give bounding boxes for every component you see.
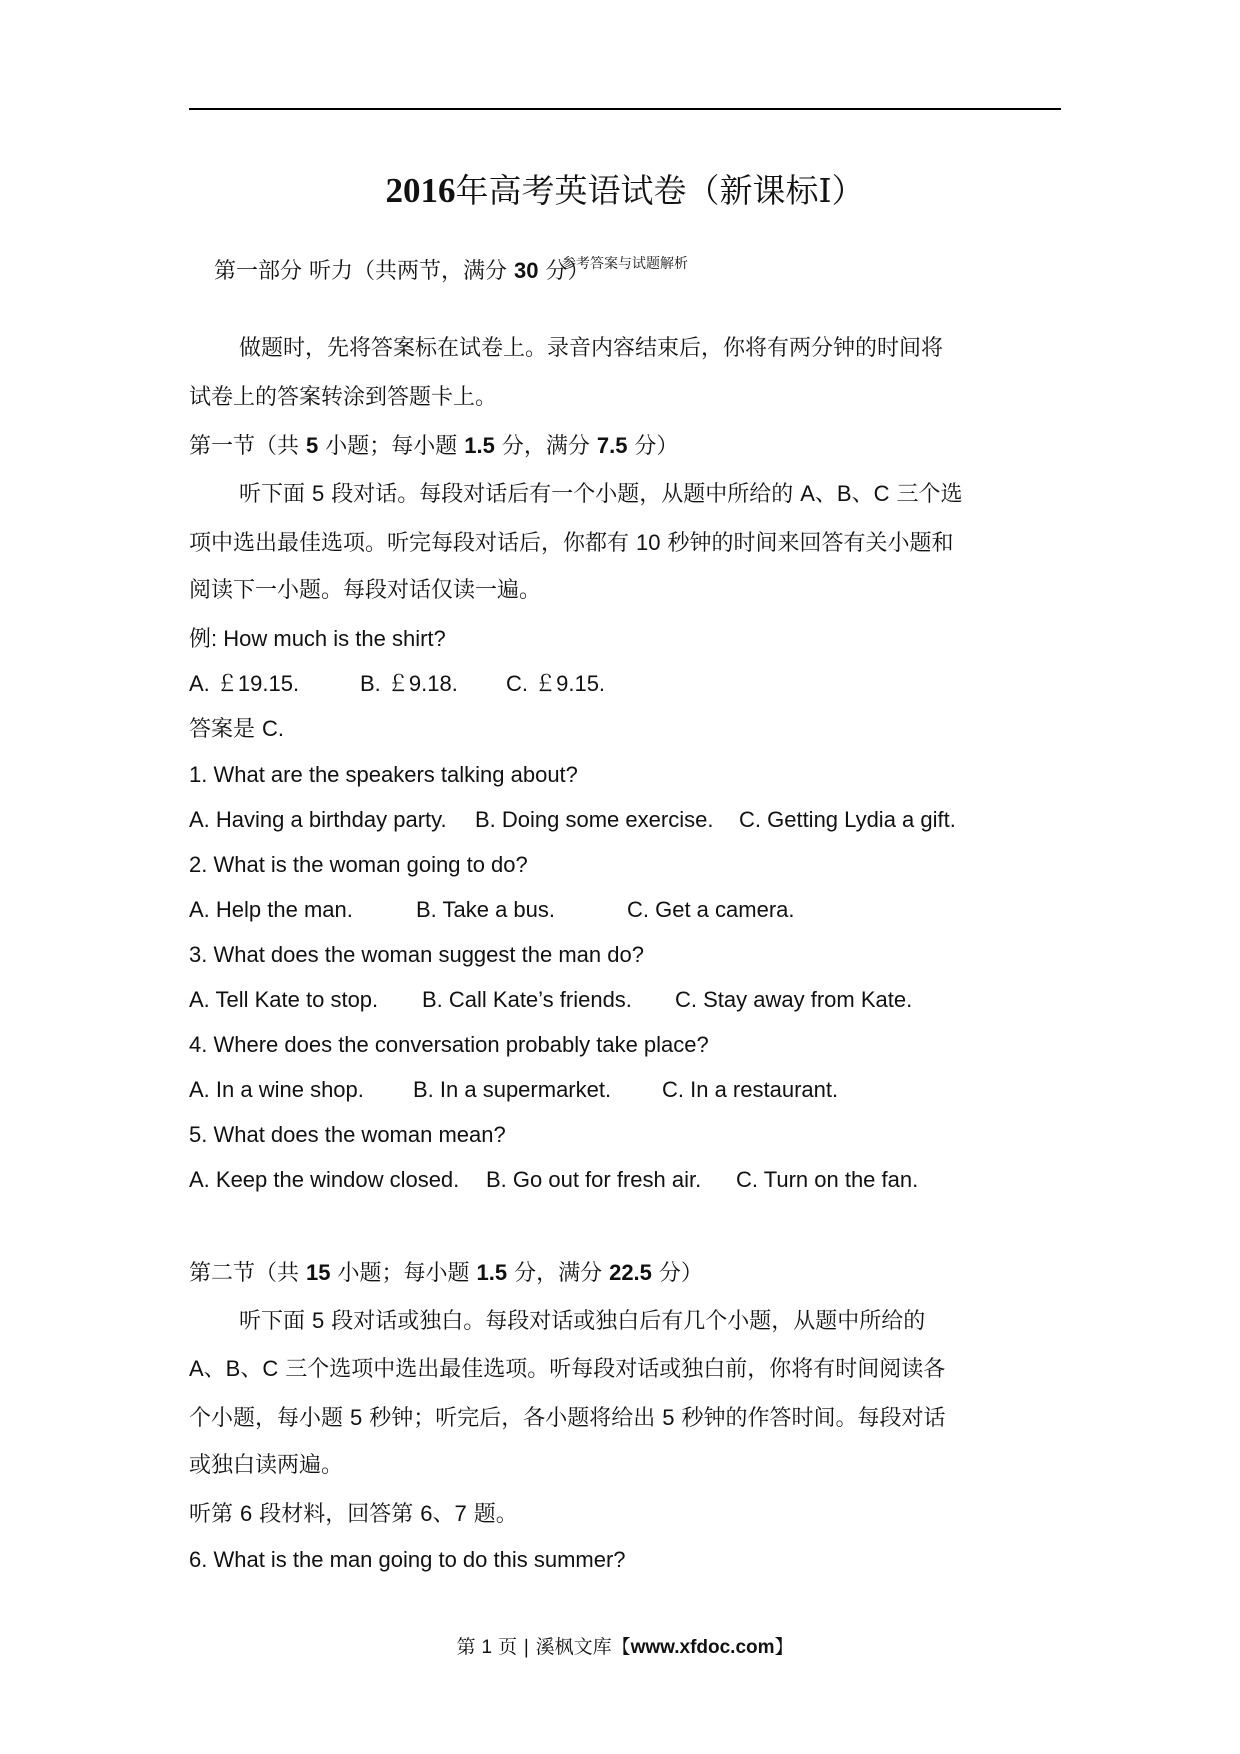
option: C. In a restaurant. <box>662 1077 839 1102</box>
section2-heading: 第二节（共 15 小题；每小题 1.5 分，满分 22.5 分） <box>189 1260 703 1286</box>
option: A. Having a birthday party. <box>189 807 447 832</box>
option: B. Take a bus. <box>416 897 556 922</box>
intro-line: 试卷上的答案转涂到答题卡上。 <box>189 385 498 410</box>
option: B. Call Kate’s friends. <box>422 987 632 1012</box>
option: B. ￡9.18. <box>360 671 458 696</box>
title-text: 年高考英语试卷（新课标Ⅰ） <box>455 171 865 210</box>
option: A. Help the man. <box>189 897 353 922</box>
section1-heading: 第一节（共 5 小题；每小题 1.5 分，满分 7.5 分） <box>189 433 679 459</box>
footer-url: www.xfdoc.com <box>630 1637 775 1658</box>
option: A. In a wine shop. <box>189 1077 364 1102</box>
question: 1. What are the speakers talking about? <box>189 762 578 787</box>
question: 4. Where does the conversation probably take place? <box>189 1032 709 1057</box>
option: A. Tell Kate to stop. <box>189 987 379 1012</box>
section1-instruction: 阅读下一小题。每段对话仅读一遍。 <box>189 578 542 603</box>
section2-instruction: 个小题，每小题 5 秒钟；听完后，各小题将给出 5 秒钟的作答时间。每段对话 <box>189 1405 946 1431</box>
example-question: 例: How much is the shirt? <box>189 626 446 652</box>
section2-instruction: 或独白读两遍。 <box>189 1453 344 1478</box>
option: B. Go out for fresh air. <box>486 1167 702 1192</box>
section2-instruction: 听下面 5 段对话或独白。每段对话或独白后有几个小题，从题中所给的 <box>239 1308 926 1334</box>
question: 5. What does the woman mean? <box>189 1122 506 1147</box>
option: A. Keep the window closed. <box>189 1167 460 1192</box>
option: B. Doing some exercise. <box>475 807 714 832</box>
material-instruction: 听第 6 段材料，回答第 6、7 题。 <box>189 1501 518 1527</box>
example-answer: 答案是 C. <box>189 716 284 742</box>
example-options <box>189 669 605 699</box>
document-subtitle: 参考答案与试题解析 <box>562 256 688 272</box>
option: A. ￡19.15. <box>189 671 300 696</box>
option: C. Getting Lydia a gift. <box>739 807 956 832</box>
question: 3. What does the woman suggest the man do? <box>189 942 644 967</box>
section1-instruction: 项中选出最佳选项。听完每段对话后，你都有 10 秒钟的时间来回答有关小题和 <box>189 530 954 556</box>
option: C. Get a camera. <box>627 897 795 922</box>
header-rule <box>189 108 1061 110</box>
option: C. Stay away from Kate. <box>675 987 913 1012</box>
question-options <box>189 1075 838 1105</box>
document-title <box>189 168 1061 214</box>
option: C. ￡9.15. <box>506 671 606 696</box>
question-options <box>189 805 956 835</box>
option: C. Turn on the fan. <box>736 1167 919 1192</box>
section1-instruction: 听下面 5 段对话。每段对话后有一个小题，从题中所给的 A、B、C 三个选 <box>239 481 963 507</box>
page-footer: 第 1 页 | 溪枫文库【www.xfdoc.com】 <box>456 1636 794 1658</box>
intro-line: 做题时，先将答案标在试卷上。录音内容结束后，你将有两分钟的时间将 <box>239 336 944 361</box>
question: 2. What is the woman going to do? <box>189 852 528 877</box>
part1-heading: 第一部分 听力（共两节，满分 30 分） <box>214 258 590 284</box>
section2-instruction: A、B、C 三个选项中选出最佳选项。听每段对话或独白前，你将有时间阅读各 <box>189 1356 946 1382</box>
option: B. In a supermarket. <box>413 1077 612 1102</box>
question: 6. What is the man going to do this summer? <box>189 1547 626 1572</box>
title-year: 2016 <box>385 171 456 210</box>
question-options <box>189 985 912 1015</box>
question-options <box>189 1165 918 1195</box>
question-options <box>189 895 795 925</box>
